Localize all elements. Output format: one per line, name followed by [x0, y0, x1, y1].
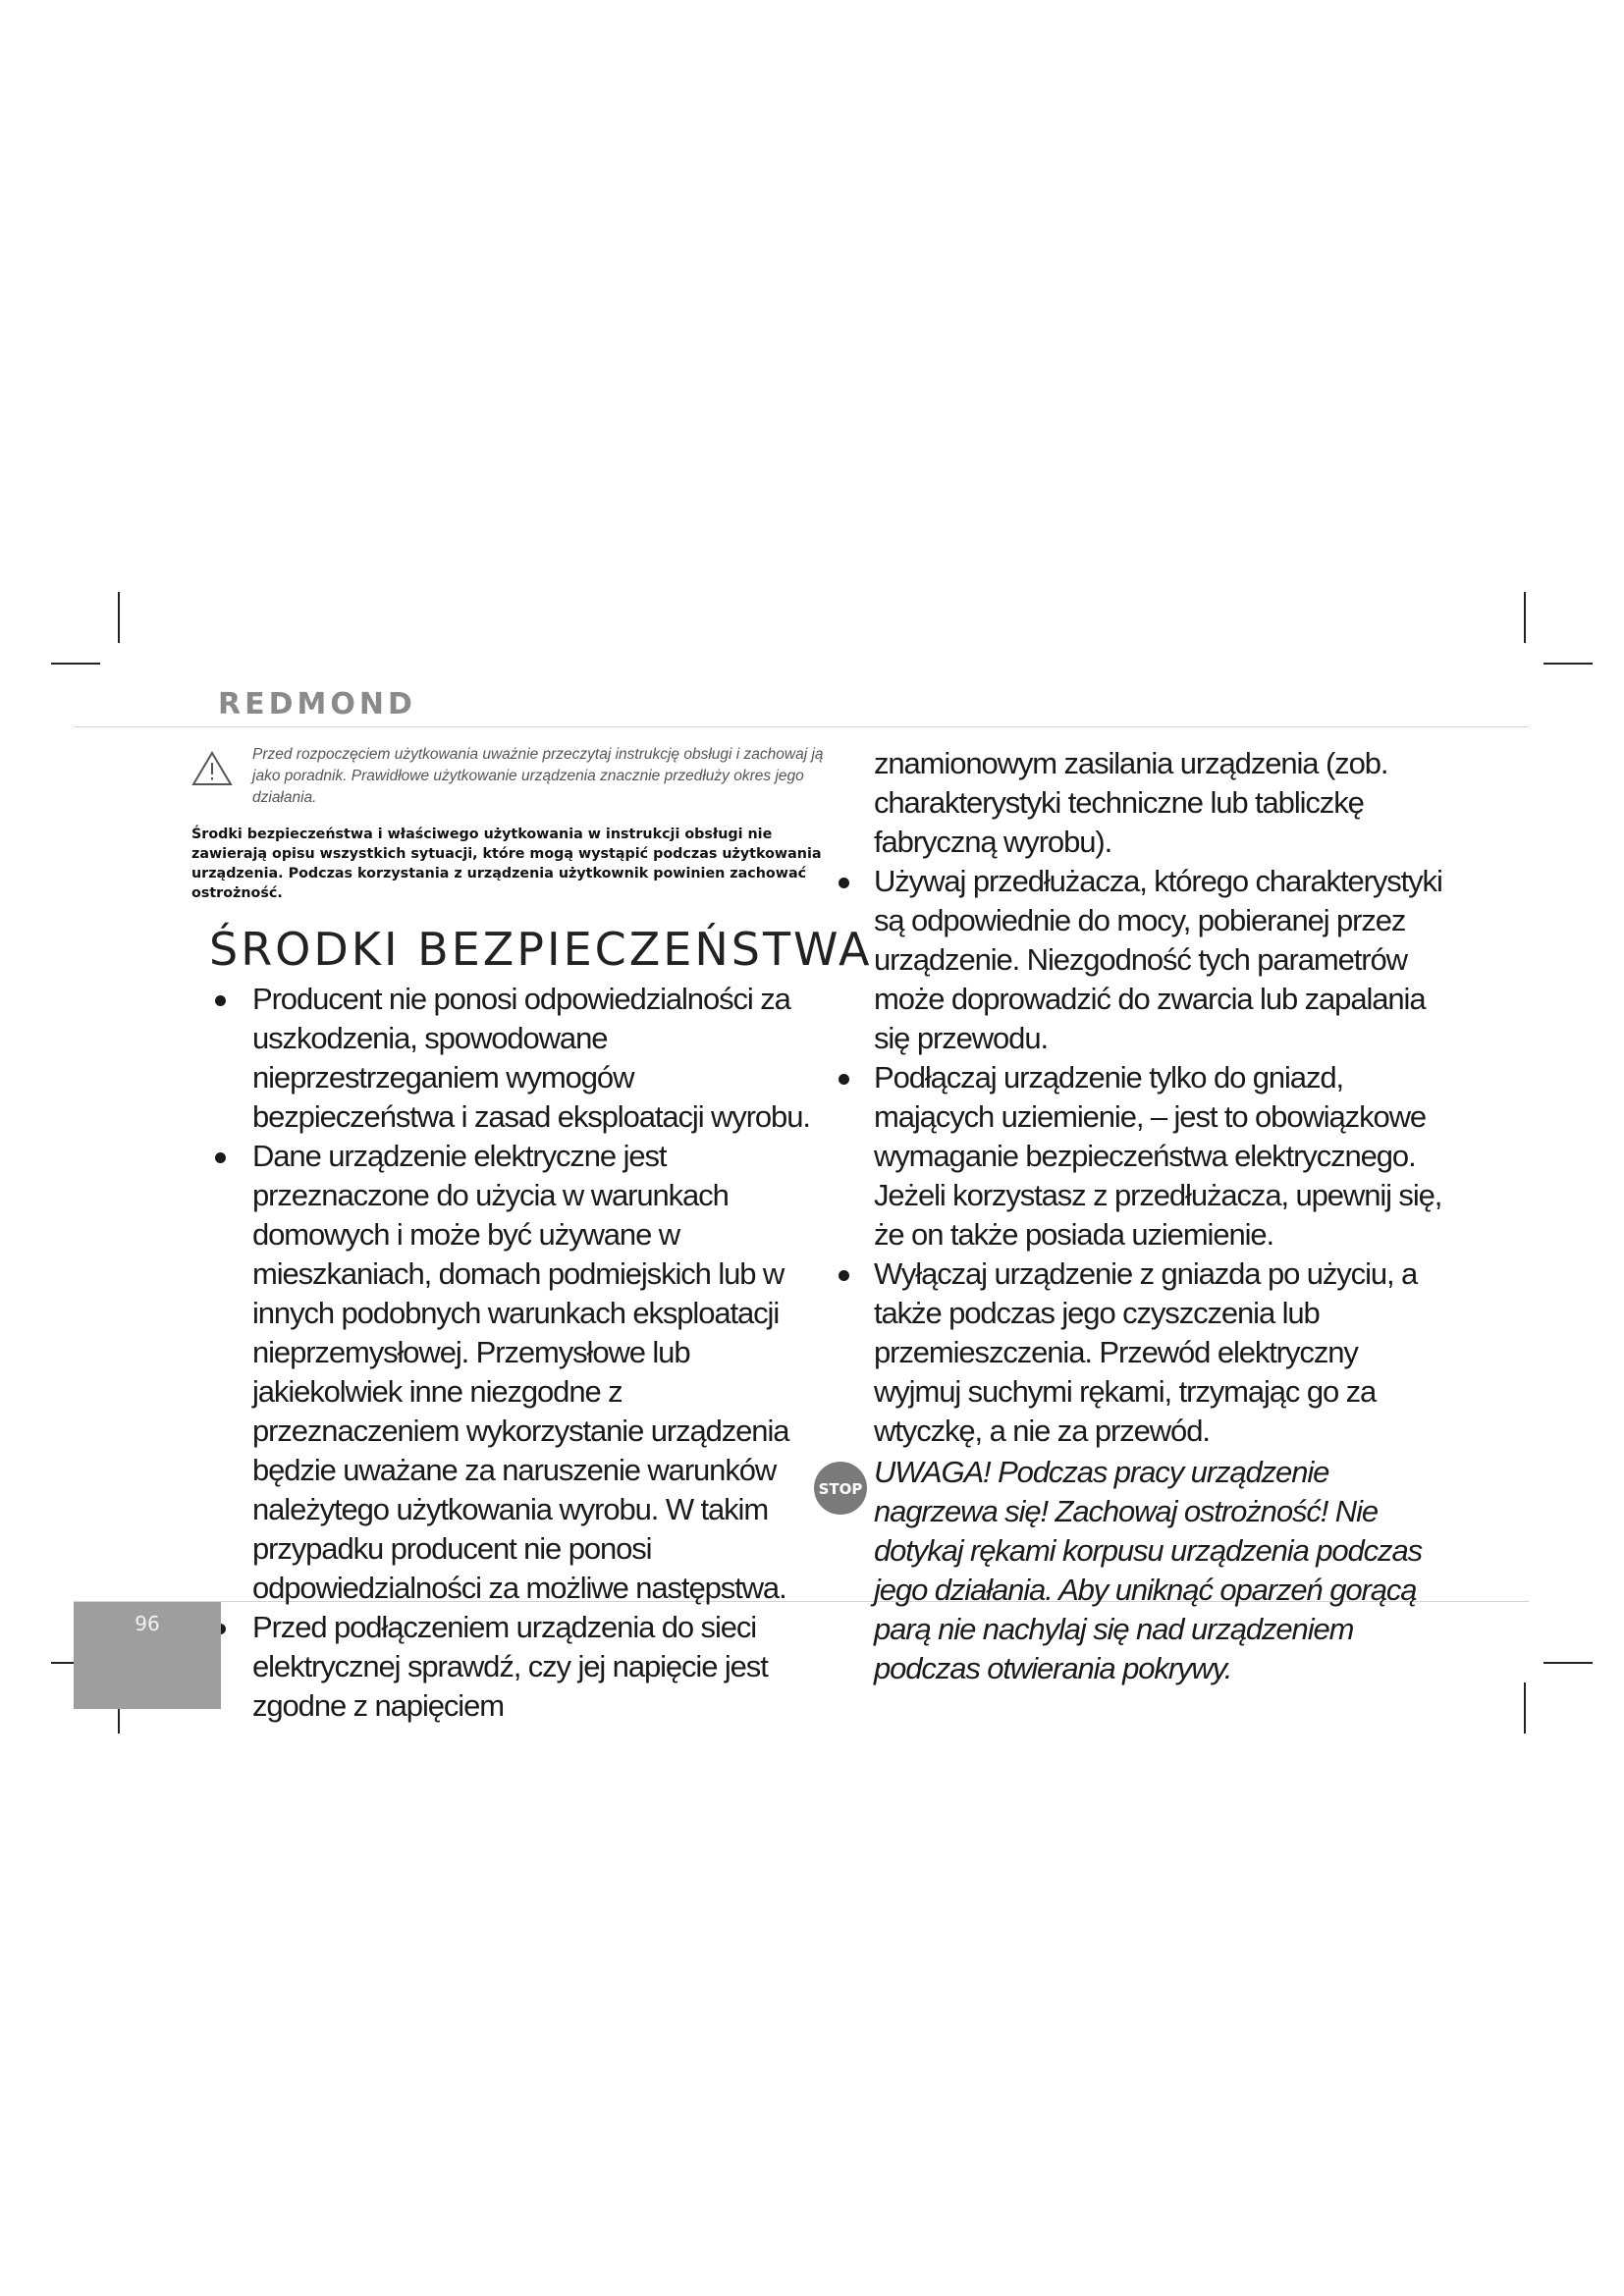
list-item: Używaj przedłużacza, którego charakterystyki są odpowiednie do mocy, pobieranej przez urządzenie. Niezgodność tych parametrów może doprowadzić do zwarcia lub zapalania się przewodu. — [823, 862, 1451, 1058]
warning-triangle-icon — [191, 750, 233, 787]
crop-mark — [118, 592, 120, 643]
warning-text: UWAGA! Podczas pracy urządzenie nagrzewa się! Zachowaj ostrożność! Nie dotykaj rękami korpusu urządzenia podczas jego działania. Aby uniknąć oparzeń gorącą parą nie nachylaj się nad urządzeniem podczas otwierania pokrywy. — [874, 1455, 1422, 1685]
crop-mark — [1524, 1682, 1526, 1734]
right-column — [818, 744, 1451, 1688]
stop-sign-label: STOP — [818, 1480, 863, 1498]
list-item: Podłączaj urządzenie tylko do gniazd, mających uziemienie, – jest to obowiązkowe wymaganie bezpieczeństwa elektrycznego. Jeżeli korzystasz z przedłużacza, upewnij się, że on także posiada uziemienie. — [823, 1058, 1451, 1255]
crop-mark — [1543, 663, 1593, 665]
warning-block — [818, 1453, 1451, 1688]
page-number-box — [74, 1602, 221, 1709]
list-item: Wyłączaj urządzenie z gniazda po użyciu, a także podczas jego czyszczenia lub przemieszczenia. Przewód elektryczny wyjmuj suchymi rękami, trzymając go za wtyczkę, a nie za przewód. — [823, 1255, 1451, 1451]
notice-text: Przed rozpoczęciem użytkowania uważnie przeczytaj instrukcję obsługi i zachowaj ją jako poradnik. Prawidłowe użytkowanie urządzenia znacznie przedłuży okres jego działania. — [252, 746, 824, 806]
list-item: Producent nie ponosi odpowiedzialności za uszkodzenia, spowodowane nieprzestrzeganiem wymogów bezpieczeństwa i zasad eksploatacji wyrobu. — [191, 980, 830, 1137]
list-item: Przed podłączeniem urządzenia do sieci elektrycznej sprawdź, czy jej napięcie jest zgodne z napięciem — [191, 1608, 830, 1726]
disclaimer-text: Środki bezpieczeństwa i właściwego użytkowania w instrukcji obsługi nie zawierają opisu wszystkich sytuacji, które mogą wystąpić podczas użytkowania urządzenia. Podczas korzystania z urządzenia użytkownik powinien zachować ostrożność. — [191, 827, 822, 901]
stop-sign-icon — [813, 1461, 868, 1516]
right-bullet-list — [823, 862, 1451, 1451]
crop-mark — [1524, 592, 1526, 643]
crop-mark — [1543, 1662, 1593, 1664]
section-heading: ŚRODKI BEZPIECZEŃSTWA — [209, 923, 873, 976]
brand-logo: REDMOND — [218, 687, 416, 721]
page-number: 96 — [135, 1612, 160, 1635]
continuation-text: znamionowym zasilania urządzenia (zob. charakterystyki techniczne lub tabliczkę fabryczną wyrobu). — [874, 746, 1388, 859]
notice-block — [191, 744, 830, 809]
crop-mark — [51, 663, 100, 665]
left-bullet-list — [191, 980, 830, 1726]
header-rule — [74, 726, 1529, 727]
list-item: Dane urządzenie elektryczne jest przeznaczone do użycia w warunkach domowych i może być używane w mieszkaniach, domach podmiejskich lub w innych podobnych warunkach eksploatacji nieprzemysłowej. Przemysłowe lub jakiekolwiek inne niezgodne z przeznaczeniem wykorzystanie urządzenia będzie uważane za naruszenie warunków należytego użytkowania wyrobu. W takim przypadku producent nie ponosi odpowiedzialności za możliwe następstwa. — [191, 1137, 830, 1608]
